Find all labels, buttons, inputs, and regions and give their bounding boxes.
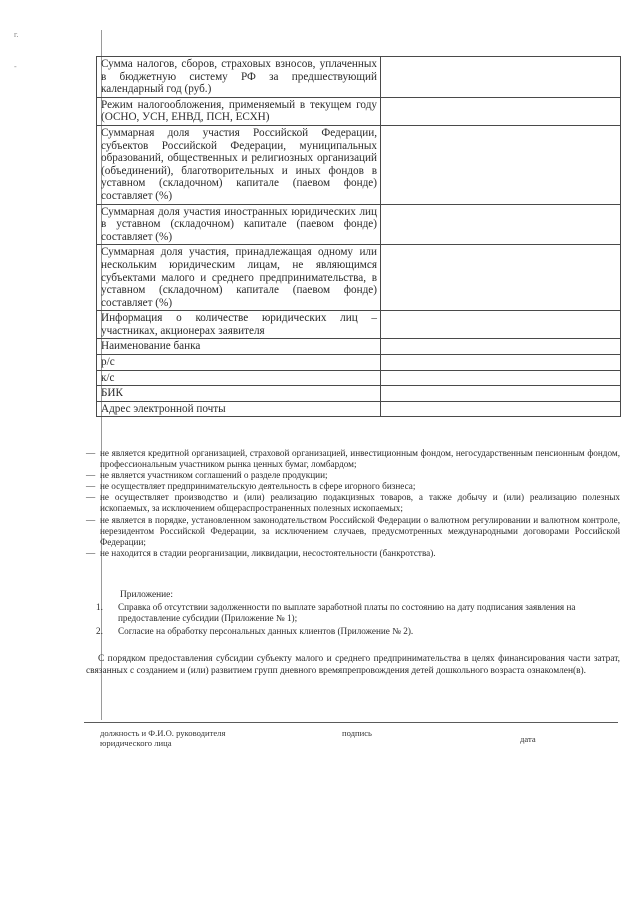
table-row [97,97,621,125]
row-value [381,125,621,204]
list-item-text: не находится в стадии реорганизации, ликвидации, несостоятельности (банкротства). [100,547,436,558]
applicant-info-table [96,56,621,417]
signature-line [84,722,618,723]
row-label: р/с [97,355,381,371]
row-label: Наименование банка [97,339,381,355]
table-row [97,386,621,402]
row-value [381,97,621,125]
consent-statement: С порядком предоставления субсидии субъекту малого и среднего предпринимательства в целях финансирования части затрат, связанных с созданием и (или) развитием групп дневного времяпрепровождения детей дошкольного возраста ознакомлен(в). [86,654,620,676]
declaration-list [86,448,620,559]
table-row [97,57,621,98]
dash-marker: — [86,481,96,492]
list-item [86,470,620,481]
row-label: Суммарная доля участия, принадлежащая одному или нескольким юридическим лицам, не являющимся субъектами малого и среднего предпринимательства, в уставном (складочном) капитале (паевом фонде) составляет (%) [97,245,381,311]
row-label: Суммарная доля участия иностранных юридических лиц в уставном (складочном) капитале (паевом фонде) составляет (%) [97,204,381,245]
row-value [381,57,621,98]
attachment-text: Справка об отсутствии задолженности по выплате заработной платы по состоянию на дату подписания заявления на предоставление субсидии (Приложение № 1); [118,602,576,623]
attachment-number: 1. [96,602,103,612]
dash-marker: — [86,547,96,558]
list-item-text: не является участником соглашений о разделе продукции; [100,470,328,481]
margin-mark: г. [14,30,19,39]
table-row [97,370,621,386]
table-row [97,125,621,204]
list-item [86,492,620,514]
attachment-number: 2. [96,626,103,636]
dash-marker: — [86,514,96,525]
row-value [381,401,621,417]
row-label: БИК [97,386,381,402]
list-item-text: не осуществляет производство и (или) реализацию подакцизных товаров, а также добычу и (или) реализацию полезных ископаемых, за исключением общераспространенных полезных ископаемых; [100,492,620,514]
signature-label: подпись [342,728,372,738]
list-item [86,515,620,548]
dash-marker: — [86,448,96,458]
row-label: Режим налогообложения, применяемый в текущем году (ОСНО, УСН, ЕНВД, ПСН, ЕСХН) [97,97,381,125]
row-value [381,370,621,386]
list-item [86,548,620,559]
table-row [97,401,621,417]
row-value [381,245,621,311]
row-value [381,355,621,371]
attachment-item [96,626,616,637]
list-item [86,448,620,470]
list-item-text: не осуществляет предпринимательскую деятельность в сфере игорного бизнеса; [100,481,416,492]
dash-marker: — [86,470,96,481]
row-label: Информация о количестве юридических лиц –участниках, акционерах заявителя [97,311,381,339]
row-label: Сумма налогов, сборов, страховых взносов, уплаченных в бюджетную систему РФ за предшествующий календарный год (руб.) [97,57,381,98]
position-name-label: должность и Ф.И.О. руководителя юридического лица [100,728,226,748]
margin-mark: - [14,62,17,71]
list-item-text: не является кредитной организацией, страховой организацией, инвестиционным фондом, негосударственным пенсионным фондом, профессиональным участником рынка ценных бумаг, ломбардом; [100,448,620,470]
attachment-text: Согласие на обработку персональных данных клиентов (Приложение № 2). [118,626,414,636]
row-label: Адрес электронной почты [97,401,381,417]
row-value [381,311,621,339]
list-item-text: не является в порядке, установленном законодательством Российской Федерации о валютном регулировании и валютном контроле, нерезидентом Российской Федерации, за исключением случаев, предусмотренных международными договорами Российской Федерации; [100,514,620,547]
row-value [381,339,621,355]
table-row [97,311,621,339]
table-row [97,355,621,371]
table-row [97,339,621,355]
dash-marker: — [86,492,96,503]
row-label: Суммарная доля участия Российской Федерации, субъектов Российской Федерации, муниципальных образований, общественных и религиозных организаций (объединений), благотворительных и иных фондов в уставном (складочном) капитале (паевом фонде) составляет (%) [97,125,381,204]
row-label: к/с [97,370,381,386]
row-value [381,386,621,402]
table-row [97,245,621,311]
row-value [381,204,621,245]
list-item [86,481,620,492]
attachments-title: Приложение: [120,590,173,600]
date-label: дата [520,734,536,744]
attachment-item [96,602,616,624]
table-row [97,204,621,245]
